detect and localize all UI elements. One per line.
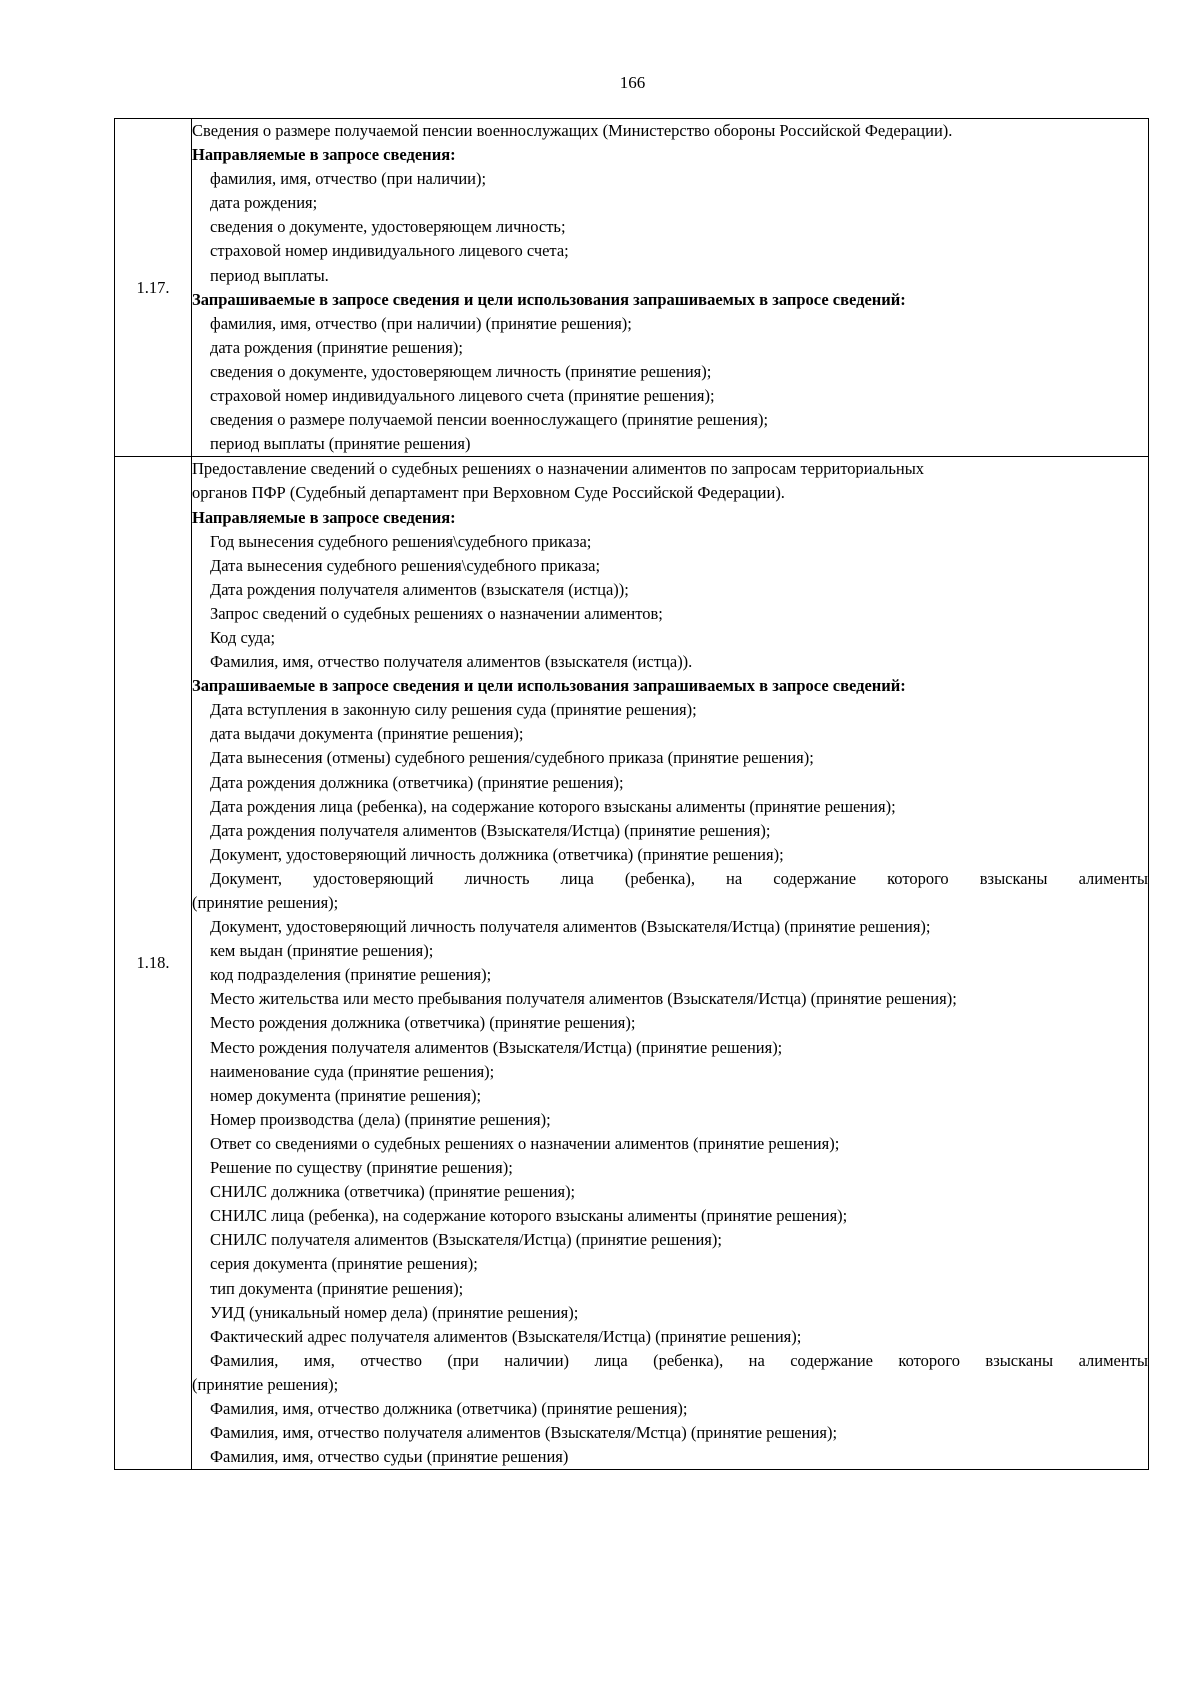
list-item: дата рождения; bbox=[210, 193, 318, 213]
list-item: период выплаты (принятие решения) bbox=[210, 434, 471, 454]
row-content bbox=[192, 119, 1149, 457]
list-item: сведения о документе, удостоверяющем личность (принятие решения); bbox=[210, 361, 712, 381]
requirements-table bbox=[114, 118, 1149, 1470]
list-item: Фамилия, имя, отчество получателя алиментов (Взыскателя/Мстца) (принятие решения); bbox=[210, 1423, 838, 1443]
list-item: Место жительства или место пребывания получателя алиментов (Взыскателя/Истца) (принятие решения); bbox=[210, 989, 957, 1009]
list-item: сведения о размере получаемой пенсии военнослужащего (принятие решения); bbox=[210, 410, 769, 430]
list-item: сведения о документе, удостоверяющем личность; bbox=[210, 217, 566, 237]
list-item: Дата вынесения (отмены) судебного решения/судебного приказа (принятие решения); bbox=[210, 748, 814, 768]
list-item: Код суда; bbox=[210, 627, 276, 647]
list-item: Ответ со сведениями о судебных решениях о назначении алиментов (принятие решения); bbox=[210, 1133, 840, 1153]
list-item: Фамилия, имя, отчество (при наличии) лица (ребенка), на содержание которого взысканы алименты bbox=[210, 1350, 1148, 1370]
text-line: органов ПФР (Судебный департамент при Верховном Суде Российской Федерации). bbox=[192, 483, 785, 503]
list-item: Фамилия, имя, отчество получателя алиментов (взыскателя (истца)). bbox=[210, 652, 693, 672]
list-item: Место рождения должника (ответчика) (принятие решения); bbox=[210, 1013, 636, 1033]
list-item: кем выдан (принятие решения); bbox=[210, 941, 434, 961]
list-item: СНИЛС получателя алиментов (Взыскателя/Истца) (принятие решения); bbox=[210, 1230, 722, 1250]
list-item: Документ, удостоверяющий личность лица (ребенка), на содержание которого взысканы алименты bbox=[210, 868, 1148, 888]
list-item: страховой номер индивидуального лицевого счета (принятие решения); bbox=[210, 386, 715, 406]
list-item: Фамилия, имя, отчество должника (ответчика) (принятие решения); bbox=[210, 1398, 688, 1418]
list-item: Год вынесения судебного решения\судебного приказа; bbox=[210, 531, 592, 551]
list-item: Дата вступления в законную силу решения суда (принятие решения); bbox=[210, 700, 697, 720]
list-item: тип документа (принятие решения); bbox=[210, 1278, 464, 1298]
list-item: Дата вынесения судебного решения\судебного приказа; bbox=[210, 555, 601, 575]
list-item: Фактический адрес получателя алиментов (Взыскателя/Истца) (принятие решения); bbox=[210, 1326, 802, 1346]
list-item: номер документа (принятие решения); bbox=[210, 1085, 482, 1105]
section-heading: Запрашиваемые в запросе сведения и цели использования запрашиваемых в запросе сведений: bbox=[192, 289, 906, 309]
list-item: УИД (уникальный номер дела) (принятие решения); bbox=[210, 1302, 579, 1322]
list-item: серия документа (принятие решения); bbox=[210, 1254, 478, 1274]
list-item: Запрос сведений о судебных решениях о назначении алиментов; bbox=[210, 603, 663, 623]
list-item: дата рождения (принятие решения); bbox=[210, 337, 463, 357]
text-line: Предоставление сведений о судебных решениях о назначении алиментов по запросам территориальных bbox=[192, 459, 925, 479]
list-item: фамилия, имя, отчество (при наличии) (принятие решения); bbox=[210, 313, 632, 333]
list-item: Фамилия, имя, отчество судьи (принятие решения) bbox=[210, 1447, 569, 1467]
text-line: (принятие решения); bbox=[192, 1374, 339, 1394]
text-line: Сведения о размере получаемой пенсии военнослужащих (Министерство обороны Российской Федерации). bbox=[192, 121, 953, 140]
list-item: Решение по существу (принятие решения); bbox=[210, 1158, 513, 1178]
list-item: Документ, удостоверяющий личность должника (ответчика) (принятие решения); bbox=[210, 844, 784, 864]
page-number: 166 bbox=[619, 73, 646, 92]
section-heading: Направляемые в запросе сведения: bbox=[192, 507, 456, 527]
list-item: страховой номер индивидуального лицевого счета; bbox=[210, 241, 569, 261]
list-item: Дата рождения должника (ответчика) (принятие решения); bbox=[210, 772, 624, 792]
requirements-table-body bbox=[115, 119, 1149, 1470]
list-item: Дата рождения получателя алиментов (взыскателя (истца)); bbox=[210, 579, 629, 599]
list-item: Дата рождения лица (ребенка), на содержание которого взысканы алименты (принятие решения); bbox=[210, 796, 896, 816]
table-row bbox=[115, 457, 1149, 1470]
list-item: фамилия, имя, отчество (при наличии); bbox=[210, 169, 487, 189]
list-item: СНИЛС лица (ребенка), на содержание которого взысканы алименты (принятие решения); bbox=[210, 1206, 848, 1226]
list-item: Место рождения получателя алиментов (Взыскателя/Истца) (принятие решения); bbox=[210, 1037, 783, 1057]
text-line: (принятие решения); bbox=[192, 893, 339, 912]
list-item: код подразделения (принятие решения); bbox=[210, 965, 492, 985]
list-item: Дата рождения получателя алиментов (Взыскателя/Истца) (принятие решения); bbox=[210, 820, 771, 840]
row-content bbox=[192, 457, 1149, 1470]
list-item: Документ, удостоверяющий личность получателя алиментов (Взыскателя/Истца) (принятие решения); bbox=[210, 917, 931, 937]
list-item: дата выдачи документа (принятие решения); bbox=[210, 724, 524, 744]
table-row bbox=[115, 119, 1149, 457]
section-heading: Запрашиваемые в запросе сведения и цели использования запрашиваемых в запросе сведений: bbox=[192, 676, 906, 696]
list-item: период выплаты. bbox=[210, 265, 329, 285]
row-number: 1.17. bbox=[115, 119, 192, 457]
list-item: наименование суда (принятие решения); bbox=[210, 1061, 495, 1081]
section-heading: Направляемые в запросе сведения: bbox=[192, 145, 456, 165]
list-item: СНИЛС должника (ответчика) (принятие решения); bbox=[210, 1182, 576, 1202]
list-item: Номер производства (дела) (принятие решения); bbox=[210, 1109, 551, 1129]
row-number: 1.18. bbox=[115, 457, 192, 1470]
